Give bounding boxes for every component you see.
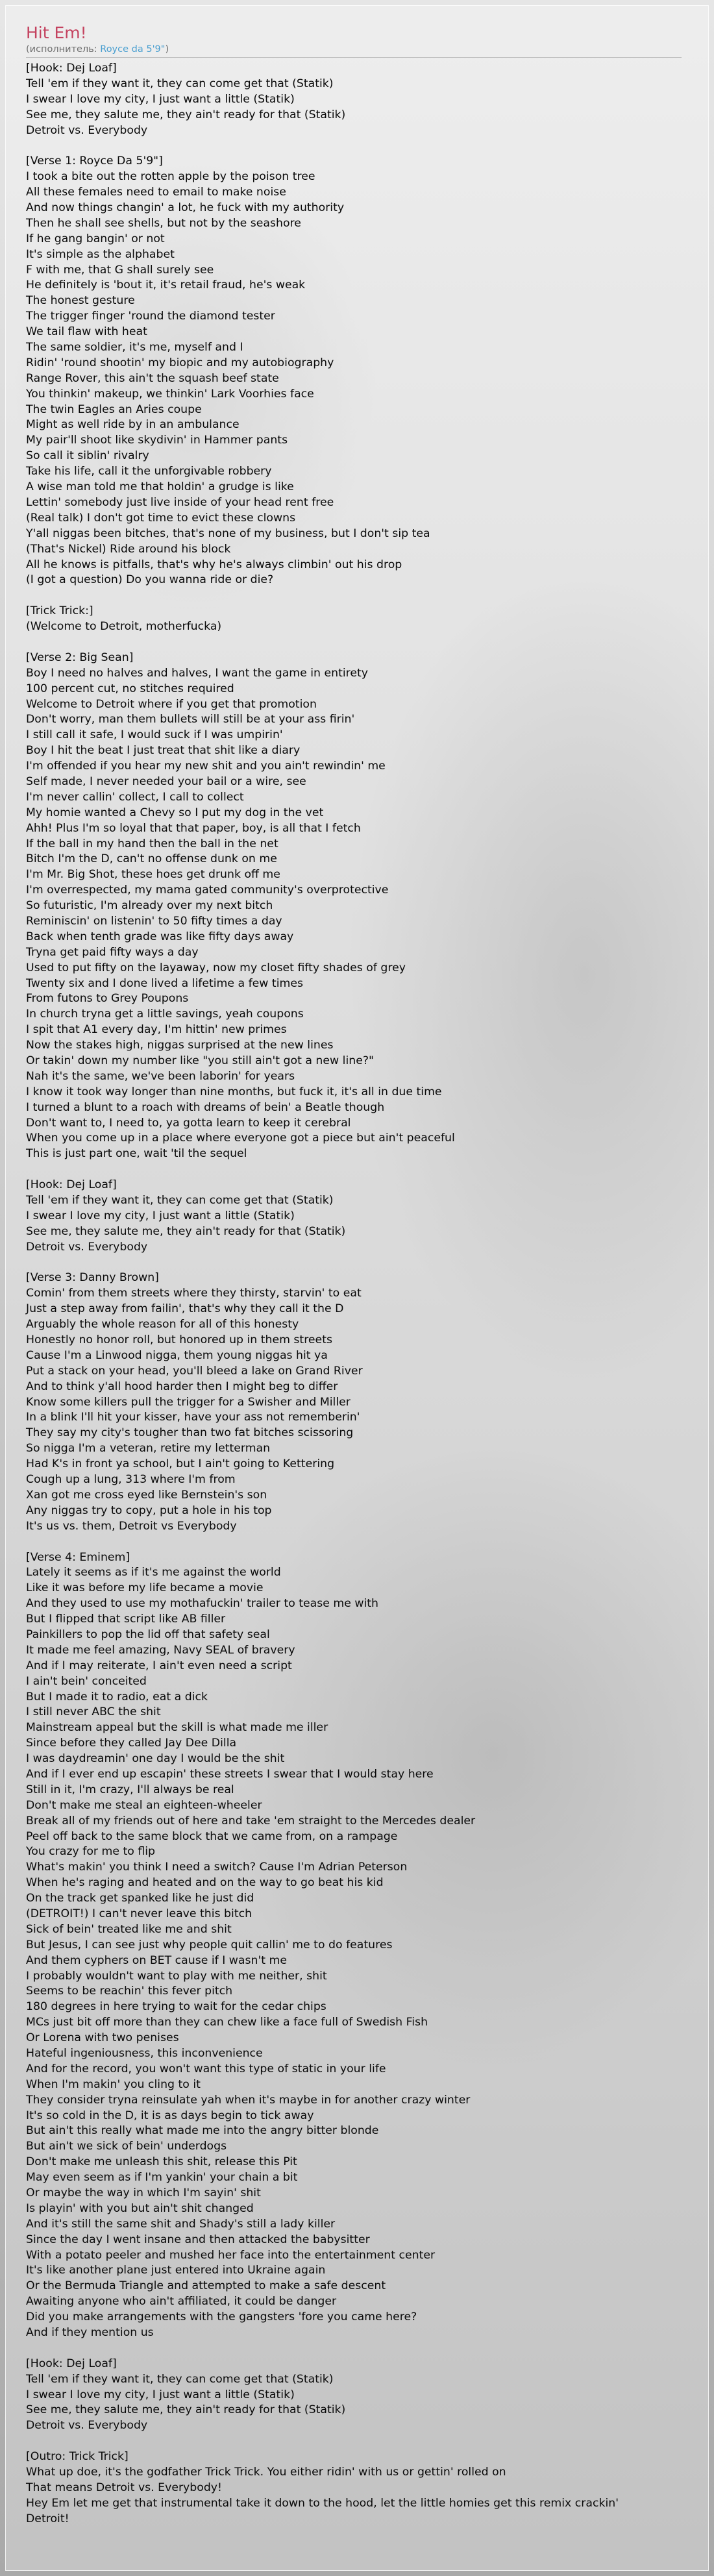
lyric-line: I'm never callin' collect, I call to collect — [26, 790, 244, 804]
lyric-line: Y'all niggas been bitches, that's none of my business, but I don't sip tea — [26, 526, 430, 540]
lyric-line: But I made it to radio, eat a dick — [26, 1690, 208, 1703]
lyric-line: Detroit vs. Everybody — [26, 1240, 148, 1254]
lyric-line: Tell 'em if they want it, they can come get that (Statik) — [26, 77, 334, 90]
lyric-line: With a potato peeler and mushed her face into the entertainment center — [26, 2248, 436, 2262]
lyric-line: Mainstream appeal but the skill is what made me iller — [26, 1721, 328, 1735]
lyric-spacer — [26, 1162, 709, 1178]
lyric-line: Lettin' somebody just live inside of your head rent free — [26, 495, 334, 509]
section-header: [Outro: Trick Trick] — [26, 2450, 129, 2464]
lyric-line: Back when tenth grade was like fifty days away — [26, 930, 294, 943]
lyric-spacer — [26, 2434, 709, 2449]
artist-line — [26, 43, 682, 58]
lyric-line: Peel off back to the same block that we came from, on a rampage — [26, 1829, 398, 1843]
lyric-line: (Welcome to Detroit, motherfucka) — [26, 620, 222, 634]
lyric-line: And for the record, you won't want this type of static in your life — [26, 2062, 386, 2075]
lyric-line: And now things changin' a lot, he fuck with my authority — [26, 201, 345, 215]
song-title: Hit Em! — [26, 23, 87, 42]
lyric-line: See me, they salute me, they ain't ready for that (Statik) — [26, 2403, 346, 2417]
lyric-line: It's like another plane just entered into Ukraine again — [26, 2264, 326, 2277]
lyric-line: See me, they salute me, they ain't ready for that (Statik) — [26, 108, 346, 121]
lyric-line: F with me, that G shall surely see — [26, 263, 214, 277]
lyric-line: I probably wouldn't want to play with me neither, shit — [26, 1969, 327, 1983]
artist-suffix: ) — [165, 44, 169, 55]
lyric-line: Tryna get paid fifty ways a day — [26, 945, 199, 959]
lyric-line: If the ball in my hand then the ball in the net — [26, 837, 278, 850]
section-header: [Verse 1: Royce Da 5'9"] — [26, 155, 163, 168]
lyric-line: Xan got me cross eyed like Bernstein's son — [26, 1488, 267, 1502]
lyric-line: When you come up in a place where everyone got a piece but ain't peaceful — [26, 1132, 455, 1145]
lyric-line: But Jesus, I can see just why people quit callin' me to do features — [26, 1938, 393, 1951]
lyric-line: Range Rover, this ain't the squash beef state — [26, 371, 279, 385]
lyric-line: All these females need to email to make noise — [26, 186, 286, 199]
lyric-line: (That's Nickel) Ride around his block — [26, 542, 231, 556]
lyric-line: You thinkin' makeup, we thinkin' Lark Voorhies face — [26, 387, 314, 401]
lyric-line: And it's still the same shit and Shady's still a lady killer — [26, 2217, 336, 2231]
lyric-line: Still in it, I'm crazy, I'll always be real — [26, 1783, 234, 1796]
lyric-line: Any niggas try to copy, put a hole in his top — [26, 1504, 272, 1517]
lyric-line: 180 degrees in here trying to wait for the cedar chips — [26, 2000, 326, 2014]
lyric-spacer — [26, 588, 709, 604]
artist-link[interactable]: Royce da 5'9" — [100, 44, 166, 55]
lyric-line: My homie wanted a Chevy so I put my dog in the vet — [26, 806, 324, 819]
lyric-line: Detroit vs. Everybody — [26, 2419, 148, 2433]
lyric-line: Or Lorena with two penises — [26, 2031, 179, 2045]
lyric-line: Welcome to Detroit where if you get that promotion — [26, 697, 317, 711]
lyric-line: See me, they salute me, they ain't ready for that (Statik) — [26, 1224, 346, 1238]
lyric-line: 100 percent cut, no stitches required — [26, 682, 234, 695]
lyric-line: (I got a question) Do you wanna ride or die? — [26, 573, 274, 587]
lyric-line: Seems to be reachin' this fever pitch — [26, 1985, 233, 1998]
lyric-line: Like it was before my life became a movie — [26, 1581, 264, 1595]
lyric-line: I swear I love my city, I just want a little (Statik) — [26, 1209, 295, 1222]
lyric-line: So call it siblin' rivalry — [26, 449, 149, 463]
lyric-line: Since the day I went insane and then attacked the babysitter — [26, 2233, 370, 2246]
lyric-line: And if they mention us — [26, 2326, 154, 2340]
lyric-line: Comin' from them streets where they thirsty, starvin' to eat — [26, 1287, 362, 1300]
lyric-line: Self made, I never needed your bail or a wire, see — [26, 774, 306, 788]
lyric-line: Boy I need no halves and halves, I want the game in entirety — [26, 666, 369, 680]
lyric-line: I know it took way longer than nine months, but fuck it, it's all in due time — [26, 1085, 442, 1098]
lyric-line: So nigga I'm a veteran, retire my letterman — [26, 1442, 271, 1455]
section-header: [Hook: Dej Loaf] — [26, 1178, 117, 1192]
lyric-line: Put a stack on your head, you'll bleed a lake on Grand River — [26, 1364, 363, 1378]
lyric-line: Cause I'm a Linwood nigga, them young niggas hit ya — [26, 1348, 328, 1362]
lyric-line: Painkillers to pop the lid off that safety seal — [26, 1628, 270, 1641]
lyric-spacer — [26, 635, 709, 650]
lyrics-content — [26, 23, 709, 2527]
section-header: [Verse 2: Big Sean] — [26, 650, 134, 664]
lyric-line: Then he shall see shells, but not by the seashore — [26, 216, 301, 230]
lyric-line: May even seem as if I'm yankin' your chain a bit — [26, 2171, 298, 2185]
lyric-line: So futuristic, I'm already over my next bitch — [26, 899, 273, 913]
lyric-line: I swear I love my city, I just want a little (Statik) — [26, 92, 295, 106]
lyric-line: My pair'll shoot like skydivin' in Hammer pants — [26, 434, 288, 447]
lyric-line: Sick of bein' treated like me and shit — [26, 1922, 232, 1936]
lyric-line: He definitely is 'bout it, it's retail fraud, he's weak — [26, 279, 306, 292]
lyric-line: I still never ABC the shit — [26, 1705, 161, 1719]
lyric-spacer — [26, 1256, 709, 1271]
lyric-line: Ridin' 'round shootin' my biopic and my autobiography — [26, 356, 334, 369]
lyric-line: It's us vs. them, Detroit vs Everybody — [26, 1519, 237, 1533]
lyric-line: Now the stakes high, niggas surprised at the new lines — [26, 1039, 334, 1052]
lyric-line: Don't make me steal an eighteen-wheeler — [26, 1798, 262, 1812]
lyric-line: But ain't this really what made me into the angry bitter blonde — [26, 2124, 379, 2138]
lyric-line: And if I ever end up escapin' these streets I swear that I would stay here — [26, 1767, 434, 1781]
section-header: [Verse 3: Danny Brown] — [26, 1271, 159, 1285]
lyric-line: They consider tryna reinsulate yah when it's maybe in for another crazy winter — [26, 2093, 471, 2107]
lyric-line: Lately it seems as if it's me against the world — [26, 1566, 281, 1579]
lyric-line: Take his life, call it the unforgivable robbery — [26, 465, 272, 478]
lyric-line: I still call it safe, I would suck if I was umpirin' — [26, 728, 283, 742]
lyric-line: On the track get spanked like he just did — [26, 1892, 254, 1905]
lyric-line: The twin Eagles an Aries coupe — [26, 402, 202, 416]
lyric-line: Honestly no honor roll, but honored up in them streets — [26, 1333, 332, 1347]
lyric-line: Break all of my friends out of here and take 'em straight to the Mercedes dealer — [26, 1814, 476, 1827]
lyric-line: From futons to Grey Poupons — [26, 992, 189, 1006]
lyric-line: This is just part one, wait 'til the sequel — [26, 1147, 247, 1161]
lyric-line: Know some killers pull the trigger for a Swisher and Miller — [26, 1395, 351, 1409]
lyric-line: Bitch I'm the D, can't no offense dunk on me — [26, 852, 277, 866]
lyric-line: Nah it's the same, we've been laborin' for years — [26, 1069, 295, 1083]
lyric-line: All he knows is pitfalls, that's why he's always climbin' out his drop — [26, 558, 402, 571]
lyric-line: Or takin' down my number like "you still ain't got a new line?" — [26, 1054, 374, 1067]
lyric-line: I'm overrespected, my mama gated community's overprotective — [26, 884, 389, 897]
lyric-line: When I'm makin' you cling to it — [26, 2077, 201, 2091]
section-header: [Hook: Dej Loaf] — [26, 62, 117, 75]
lyric-line: A wise man told me that holdin' a grudge is like — [26, 480, 294, 494]
lyric-line: And if I may reiterate, I ain't even need a script — [26, 1659, 292, 1672]
lyric-line: That means Detroit vs. Everybody! — [26, 2481, 222, 2494]
lyric-line: Don't want to, I need to, ya gotta learn to keep it cerebral — [26, 1116, 351, 1130]
lyric-spacer — [26, 138, 709, 154]
lyric-line: The trigger finger 'round the diamond tester — [26, 310, 275, 323]
lyric-line: And they used to use my mothafuckin' trailer to tease me with — [26, 1597, 379, 1611]
section-header: [Trick Trick:] — [26, 604, 93, 618]
lyric-line: Might as well ride by in an ambulance — [26, 418, 240, 432]
lyric-line: I swear I love my city, I just want a little (Statik) — [26, 2388, 295, 2401]
lyric-line: Did you make arrangements with the gangsters 'fore you came here? — [26, 2310, 417, 2324]
lyric-line: The same soldier, it's me, myself and I — [26, 341, 243, 354]
lyric-line: In church tryna get a little savings, yeah coupons — [26, 1008, 304, 1021]
lyric-line: But ain't we sick of bein' underdogs — [26, 2140, 227, 2153]
lyric-line: I spit that A1 every day, I'm hittin' new primes — [26, 1023, 287, 1037]
lyric-spacer — [26, 1535, 709, 1550]
lyric-line: In a blink I'll hit your kisser, have your ass not rememberin' — [26, 1411, 360, 1424]
lyric-line: Reminiscin' on listenin' to 50 fifty times a day — [26, 914, 282, 928]
artist-prefix: (исполнитель: — [26, 44, 101, 55]
lyric-line: And to think y'all hood harder then I might beg to differ — [26, 1380, 338, 1393]
lyric-line: Tell 'em if they want it, they can come get that (Statik) — [26, 1194, 334, 1208]
lyric-line: We tail flaw with heat — [26, 325, 147, 339]
lyric-line: Detroit vs. Everybody — [26, 123, 148, 137]
lyric-line: The honest gesture — [26, 294, 135, 308]
section-header: [Verse 4: Eminem] — [26, 1550, 130, 1564]
lyric-line: And them cyphers on BET cause if I wasn't me — [26, 1953, 287, 1967]
lyric-line: You crazy for me to flip — [26, 1845, 155, 1859]
lyric-line: When he's raging and heated and on the way to go beat his kid — [26, 1876, 384, 1890]
lyric-line: Tell 'em if they want it, they can come get that (Statik) — [26, 2372, 334, 2386]
lyric-spacer — [26, 2341, 709, 2357]
lyric-line: Or the Bermuda Triangle and attempted to make a safe descent — [26, 2279, 386, 2293]
lyric-line: Arguably the whole reason for all of this honesty — [26, 1318, 299, 1331]
section-header: [Hook: Dej Loaf] — [26, 2357, 117, 2370]
lyric-line: Is playin' with you but ain't shit changed — [26, 2201, 254, 2215]
lyric-line: What up doe, it's the godfather Trick Trick. You either ridin' with us or gettin' rolled on — [26, 2466, 506, 2479]
lyric-line: I ain't bein' conceited — [26, 1674, 147, 1688]
lyric-line: Detroit! — [26, 2512, 69, 2525]
lyric-line: Don't worry, man them bullets will still be at your ass firin' — [26, 713, 355, 726]
lyric-line: MCs just bit off more than they can chew like a face full of Swedish Fish — [26, 2016, 428, 2029]
lyrics-text — [26, 61, 709, 2527]
lyric-line: Since before they called Jay Dee Dilla — [26, 1737, 237, 1750]
lyric-line: Awaiting anyone who ain't affiliated, it could be danger — [26, 2295, 337, 2309]
lyric-line: I turned a blunt to a roach with dreams of bein' a Beatle though — [26, 1100, 385, 1114]
lyric-line: Ahh! Plus I'm so loyal that that paper, boy, is all that I fetch — [26, 821, 361, 835]
lyric-line: Hey Em let me get that instrumental take it down to the hood, let the little homies get this remix crackin' — [26, 2496, 619, 2510]
lyric-line: It's simple as the alphabet — [26, 247, 175, 261]
lyric-line: If he gang bangin' or not — [26, 232, 165, 245]
lyric-line: They say my city's tougher than two fat bitches scissoring — [26, 1426, 354, 1440]
lyric-line: Had K's in front ya school, but I ain't going to Kettering — [26, 1457, 335, 1471]
lyric-line: (DETROIT!) I can't never leave this bitch — [26, 1907, 252, 1920]
lyric-line: It's so cold in the D, it is as days begin to tick away — [26, 2109, 314, 2122]
lyric-line: I took a bite out the rotten apple by the poison tree — [26, 170, 315, 184]
lyric-line: But I flipped that script like AB filler — [26, 1613, 226, 1626]
lyric-line: Twenty six and I done lived a lifetime a few times — [26, 976, 303, 990]
lyric-line: Don't make me unleash this shit, release this Pit — [26, 2155, 297, 2169]
lyric-line: Or maybe the way in which I'm sayin' shit — [26, 2186, 261, 2200]
lyric-line: I was daydreamin' one day I would be the shit — [26, 1752, 285, 1766]
lyric-line: It made me feel amazing, Navy SEAL of bravery — [26, 1643, 295, 1657]
lyric-line: Just a step away from failin', that's why they call it the D — [26, 1302, 344, 1316]
lyric-line: Cough up a lung, 313 where I'm from — [26, 1473, 236, 1487]
lyric-line: Hateful ingeniousness, this inconvenience — [26, 2047, 263, 2060]
lyric-line: I'm Mr. Big Shot, these hoes get drunk off me — [26, 868, 280, 882]
lyric-line: (Real talk) I don't got time to evict these clowns — [26, 511, 296, 525]
lyric-line: I'm offended if you hear my new shit and you ain't rewindin' me — [26, 760, 386, 773]
lyric-line: Used to put fifty on the layaway, now my closet fifty shades of grey — [26, 961, 406, 974]
lyric-line: What's makin' you think I need a switch? Cause I'm Adrian Peterson — [26, 1861, 408, 1874]
lyric-line: Boy I hit the beat I just treat that shit like a diary — [26, 744, 301, 758]
